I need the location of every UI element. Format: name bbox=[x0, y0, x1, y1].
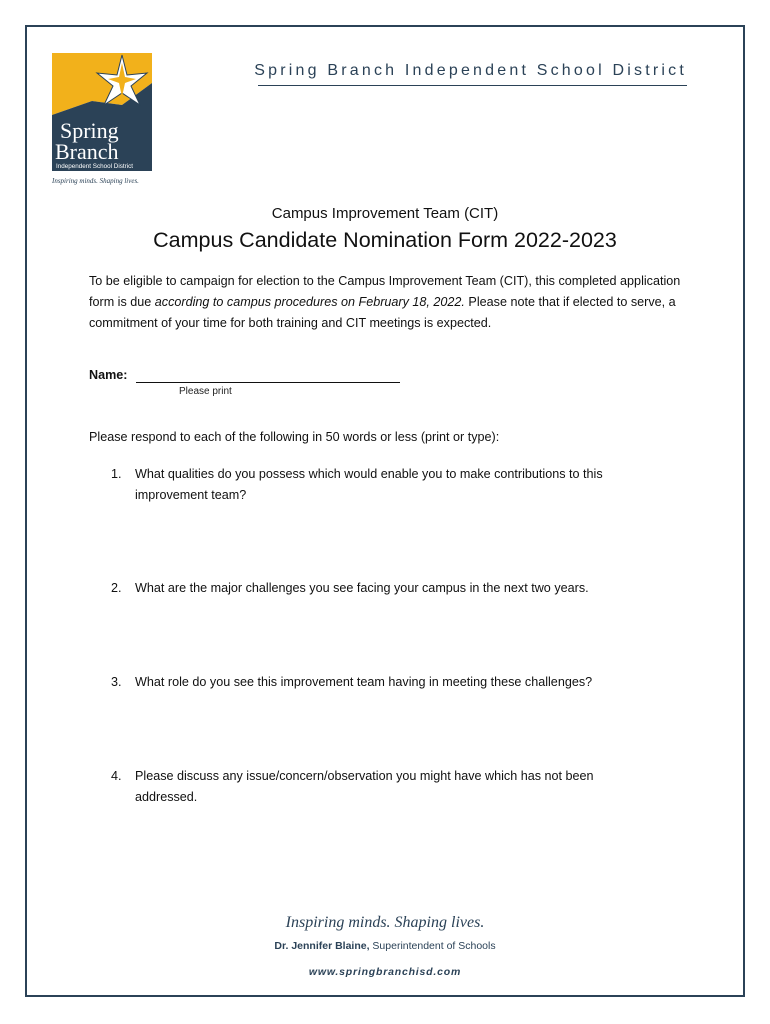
question-number: 1. bbox=[111, 467, 122, 481]
intro-due-date: according to campus procedures on February 18, 2022. bbox=[154, 295, 465, 309]
district-name-header: Spring Branch Independent School District bbox=[254, 62, 687, 79]
district-logo-graphic bbox=[52, 53, 152, 188]
question-text: What qualities do you possess which would enable you to make contributions to this improvement team? bbox=[135, 467, 603, 502]
superintendent-title: Superintendent of Schools bbox=[369, 940, 496, 952]
question-number: 4. bbox=[111, 769, 122, 783]
superintendent-name: Dr. Jennifer Blaine, bbox=[274, 940, 370, 952]
name-hint: Please print bbox=[179, 386, 232, 397]
question-number: 2. bbox=[111, 581, 122, 595]
question-1 bbox=[111, 464, 671, 506]
name-input-line[interactable] bbox=[136, 382, 400, 383]
footer-tagline: Inspiring minds. Shaping lives. bbox=[285, 914, 485, 931]
logo-sub-text: Independent School District bbox=[56, 163, 134, 170]
question-2 bbox=[111, 578, 671, 599]
intro-text-part1: To be eligible to campaign for election to the Campus Improvement Team (CIT), this completed application form is due bbox=[89, 274, 681, 309]
footer-superintendent bbox=[0, 940, 770, 952]
form-subtitle: Campus Improvement Team (CIT) bbox=[271, 205, 499, 222]
footer-website-link[interactable]: www.springbranchisd.com bbox=[308, 966, 462, 978]
question-text: What role do you see this improvement team having in meeting these challenges? bbox=[135, 675, 593, 689]
question-text: Please discuss any issue/concern/observation you might have which has not been addressed. bbox=[135, 769, 594, 804]
district-logo bbox=[52, 53, 152, 188]
intro-paragraph bbox=[89, 271, 689, 334]
form-title: Campus Candidate Nomination Form 2022-2023 bbox=[153, 228, 617, 252]
intro-text-part2: Please note that if elected to serve, a commitment of your time for both training and CIT meetings is expected. bbox=[89, 295, 676, 330]
logo-tagline: Inspiring minds. Shaping lives. bbox=[52, 177, 139, 185]
header-divider bbox=[258, 85, 687, 86]
question-text: What are the major challenges you see facing your campus in the next two years. bbox=[135, 581, 589, 595]
respond-instruction: Please respond to each of the following in 50 words or less (print or type): bbox=[89, 430, 500, 444]
question-3 bbox=[111, 672, 671, 693]
question-number: 3. bbox=[111, 675, 122, 689]
name-label: Name: bbox=[89, 368, 128, 382]
logo-word-spring: Spring bbox=[60, 118, 119, 143]
question-4 bbox=[111, 766, 651, 808]
logo-word-branch: Branch bbox=[55, 139, 119, 164]
